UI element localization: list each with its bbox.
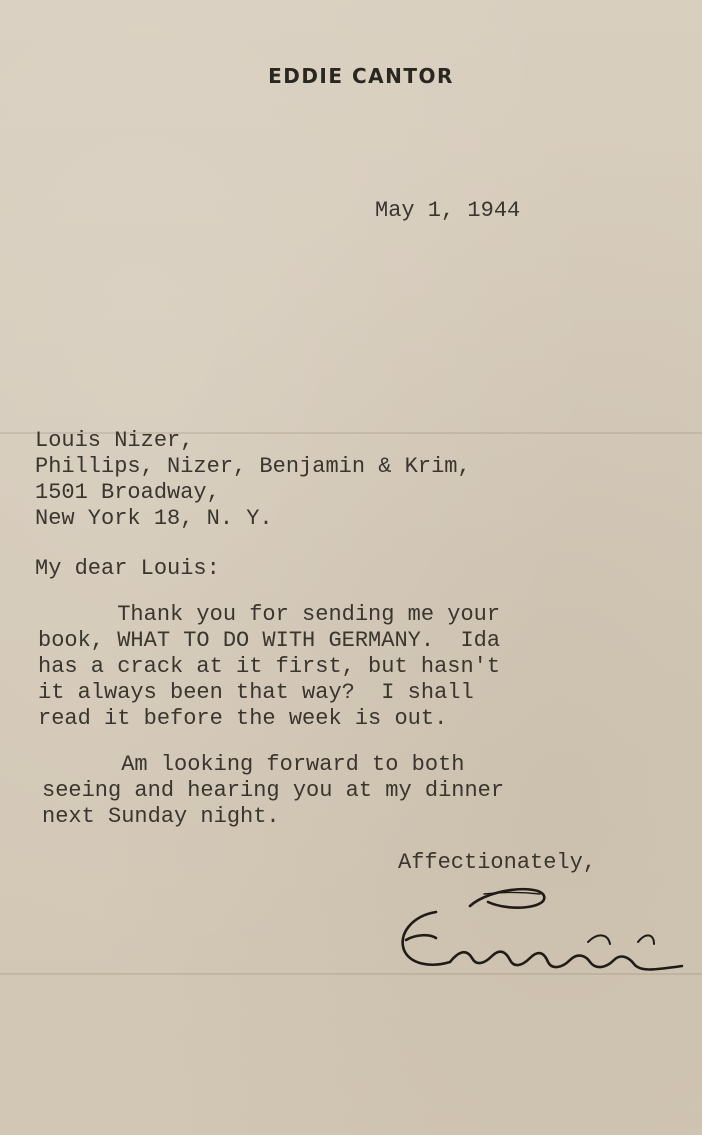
body-line: has a crack at it first, but hasn't — [38, 654, 501, 679]
body-line: it always been that way? I shall — [38, 680, 474, 705]
body-paragraph-2 — [42, 752, 504, 830]
recipient-address — [35, 428, 471, 532]
body-line: book, WHAT TO DO WITH GERMANY. Ida — [38, 628, 501, 653]
closing: Affectionately, — [398, 850, 597, 875]
address-line: Phillips, Nizer, Benjamin & Krim, — [35, 454, 471, 479]
body-line: seeing and hearing you at my dinner — [42, 778, 505, 803]
address-line: Louis Nizer, — [35, 428, 194, 453]
address-line: 1501 Broadway, — [35, 480, 220, 505]
body-line: next Sunday night. — [42, 804, 280, 829]
handwritten-signature — [392, 872, 692, 982]
body-line: Am looking forward to both — [42, 752, 465, 777]
letter-date: May 1, 1944 — [375, 198, 521, 223]
body-line: Thank you for sending me your — [38, 602, 501, 627]
salutation: My dear Louis: — [35, 556, 220, 581]
letterhead: EDDIE CANTOR — [268, 64, 454, 88]
body-line: read it before the week is out. — [38, 706, 448, 731]
address-line: New York 18, N. Y. — [35, 506, 273, 531]
body-paragraph-1 — [38, 602, 500, 732]
